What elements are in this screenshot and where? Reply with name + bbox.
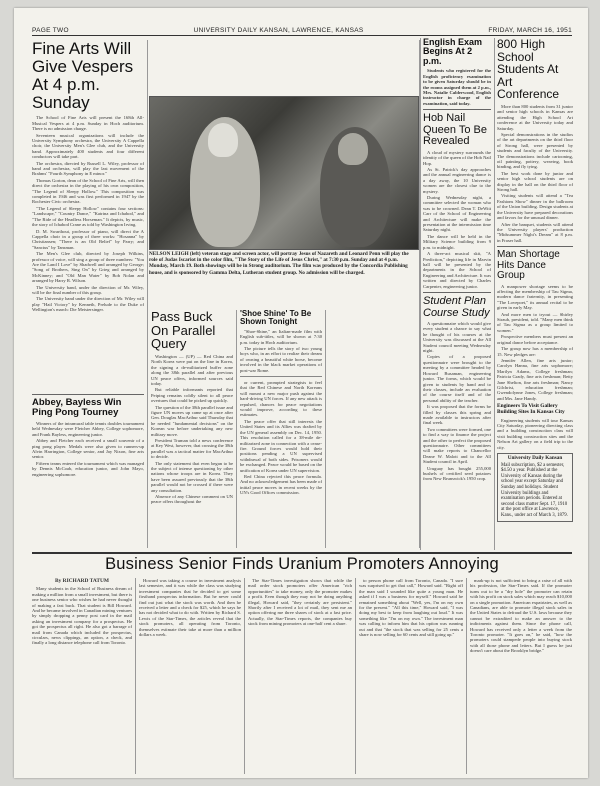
- fine-arts-para: Seventeen musical organizations will include the University Symphony orchestra, the University A Cappella choir, the University Men's Glee club, and the University band. Approximately 400 students and four different conductors will take part.: [32, 132, 144, 160]
- shoe-shine-body: [240, 329, 322, 373]
- man-shortage-para: And more men to tryout — Shirley Straub, president, told. "Many men think of Tau Sigma as a group limited to women.": [497, 311, 573, 333]
- fine-arts-para: The University band under the direction of Mr. Wiley will play "Hail Victory" by Kenneth, Prelude to the Duke of Wellington's march: Die Meistersinger.: [32, 296, 144, 313]
- notice-title: University Daily Kansan: [507, 455, 563, 461]
- column-rule: [420, 38, 421, 550]
- continued-para: The peace offer that still interests the United States and its Allies was drafted by the UN general assembly on Dec. 14, 1950. This resolution called for a 38-mile de-militarized zone in connection with a cease-fire. Ground forces would hold their positions pending a UN supervised withdrawal of both sides. Prisoners would be exchanged. Peace would be based on the unification of Korea under UN supervision.: [240, 418, 322, 473]
- student-plan-para: Copies of a proposed questionnaire were brought to the meeting by a committee headed by Howard Busaman, engineering junior. The forms, which would be given to students by hand and to their classes, include an evaluation of the course itself and of the personal ability of the teacher.: [423, 354, 491, 403]
- student-plan-headline: Student Plan Course Study: [423, 294, 490, 319]
- paper-name: UNIVERSITY DAILY KANSAN, LAWRENCE, KANSAS: [193, 27, 364, 34]
- face-left: [208, 123, 238, 157]
- pass-buck-para: The question of the 38th parallel issue and figure UN moves up came up at once after Gen. Douglas MacArthur said Thursday that he needed "fundamental decisions" on the Korean war before undertaking any new military move.: [151, 404, 233, 437]
- abbey-para: Abbey and Fletcher each received a small souvenir of a ping pong player. Medals were also given to runners-up Alvin Harrington, College senior, and Jay Nixon, fine arts senior.: [32, 438, 144, 460]
- column-rule: [147, 40, 148, 548]
- student-plan-para: A questionnaire which would give every student a chance to say what he thought of his courses at the University was discussed at the All Student council meeting Wednesday night.: [423, 321, 491, 354]
- man-shortage-para: Prospective members must present an original dance before acceptance.: [497, 334, 573, 345]
- uranium-byline: By RICHARD TATUM: [55, 578, 109, 584]
- pass-buck-body: [151, 354, 233, 505]
- divider: [32, 394, 144, 395]
- issue-date: FRIDAY, MARCH 16, 1951: [488, 27, 572, 34]
- shoe-shine-headline: 'Shoe Shine' To Be Shown Tonight: [240, 310, 312, 327]
- abbey-headline: Abbey, Bayless Win Ping Pong Tourney: [32, 398, 122, 418]
- art-conf-headline: 800 High School Students At Art Conference: [497, 38, 560, 102]
- column-rule: [244, 578, 245, 774]
- art-conf-para: Special demonstrations in the studios of the art departments on the third floor of Strong hall, were presented by students and faculty of the University. The demonstrations include cartooning, oil painting, pottery, weaving, book binding, and fly tying.: [497, 132, 573, 170]
- man-shortage-para: A manpower shortage seems to be affecting the membership of Tau Sigma, modern dance fraternity, in presenting "The Lovepoet," its annual recital to be given in early May.: [497, 283, 573, 311]
- column-rule: [355, 578, 356, 774]
- pass-buck-continued: [240, 380, 322, 496]
- fine-arts-para: The orchestra, directed by Russell L. Wiley, professor of band and orchestra, will play the last movement of the Brahms' "Fourth Symphony in E minor.": [32, 160, 144, 177]
- uranium-para: mark-up is not sufficient to bring a raise of all with his profession, the Star-Times said. If the promoter turns out to be a "dry hole" the promoter can retain with his profit on stock sales which may reach $10,000 on a single promotion. American expatriates, as well as Canadians, are able to promote illegal stock sales in the United States to defraud the U.S. laws because they cannot be extradited to make an answer to the indictments against them. Since the phone call, Howard has received only a letter a week from the Toronto promoter. "It goes on," he said, "how the promoters could stampede people into buying stock with all those phone and letters. But I guess he just doesn't care about the Brooklyn bridge.": [470, 578, 572, 654]
- subscription-notice: [497, 453, 573, 522]
- uranium-para: Many students in the School of Business dream of making a million from a small investment, but there is one business senior who wishes he had never thought of making a fast buck. That student is Bill Howard. And he became involved in Canadian mining ventures by simply dropping a penny post card in the mail asking an investment company for a prospectus. He got the prospectus all right. He also got a barrage of mail from Canada which included the prospectus, circulars, news clippings, an option, a check, and finally a long distance telephone call from Toronto.: [32, 586, 132, 646]
- pass-buck-para: The only statement that even began to be the subject of intense questioning by other nations whose troops are in Korea. They have been assured previously that the 38th parallel would not be crossed if there were any consultation.: [151, 460, 233, 493]
- uranium-col-3: [248, 578, 352, 774]
- divider: [497, 246, 573, 247]
- abbey-para: Winners of the intramural table tennis doubles tournament held Wednesday were Fletcher Abbey, College sophomore, and Frank Bayless, engineering junior.: [32, 420, 144, 437]
- student-plan-para: Uruguay has bought 255,000 bushels of certified seed potatoes from New Brunswick's 1950 crop.: [423, 465, 491, 482]
- pass-buck-para: Absence of any Chinese comment on UN peace offers throughout the: [151, 494, 233, 505]
- english-exam-body: [423, 68, 491, 106]
- fine-arts-body: [32, 115, 144, 312]
- column-rule: [494, 38, 495, 550]
- divider: [240, 376, 322, 377]
- hob-nail-headline: Hob Nail Queen To Be Revealed: [423, 112, 488, 148]
- section-divider: [32, 552, 572, 554]
- shoe-shine-article: [240, 310, 322, 548]
- fine-arts-headline: Fine Arts Will Give Vespers At 4 p.m. Sunday: [32, 40, 134, 112]
- english-exam-para: Students who registered for the English proficiency examination to be given Saturday should be in the rooms assigned them at 2 p.m., Mrs. Natalie Calderwood, English instructor in charge of the examination, said today.: [423, 68, 491, 106]
- hob-nail-para: As St. Patrick's day approaches and the annual engineering dance is a day away, the 10 University women are the closest clue to the mystery.: [423, 167, 491, 194]
- hob-nail-para: A three-act musical skit, "A Prediction," depicting life in Marvin hall will be presented by the departments in the School of Engineering and Architecture. It was written and directed by Charles Carpenter, engineering junior.: [423, 251, 491, 289]
- uranium-col-4: [359, 578, 463, 774]
- art-conference-column: [497, 38, 573, 550]
- engineers-body: [497, 418, 573, 450]
- column-rule: [466, 578, 467, 774]
- engineers-headline: Engineers To Visit Gallery Building Sites In Kansas City: [497, 403, 565, 416]
- divider: [423, 109, 491, 110]
- hob-nail-body: [423, 150, 491, 289]
- newspaper-page: [14, 8, 588, 778]
- uranium-para: The Star-Times investigation shows that while the mail order stock promoters offer American "rich opportunities" to take money, only the promoter makes a profit. Even though they may not be doing anything illegal, Howard said, "they certainly are persistent." Shortly after I received a lot of mail, they sent me an option offering me three shares of stock at a fast price. Actually, the Star-Times reports, the companies buy stock from mining promoters at one-half cent a share.: [248, 578, 352, 627]
- divider: [423, 292, 491, 293]
- hob-nail-para: During Wednesday night, a committee selected the woman who was to be crowned. Dean T. DeWitt Carr of the School of Engineering and Architecture will make the presentation at the intermission time Saturday night.: [423, 195, 491, 233]
- shoe-shine-para: "Shoe-Shine," an Italian-made film with English sub-titles, will be shown at 7:30 p.m. today in Hoch auditorium.: [240, 328, 322, 345]
- column-rule: [135, 578, 136, 774]
- masthead: [32, 22, 572, 36]
- pass-buck-para: President Truman told a news conference at Key West, however, that crossing the 38th parallel was a tactical matter for MacArthur to decide.: [151, 438, 233, 460]
- abbey-para: Fifteen teams entered the tournament which was managed by Dennis McCoab, education junior, and John Mayo, engineering sophomore.: [32, 460, 144, 477]
- uranium-col-5: [470, 578, 572, 774]
- student-plan-body: [423, 321, 491, 482]
- uranium-headline-area: [32, 556, 572, 576]
- student-plan-para: It was proposed that the forms be filled by classes this spring and made available to instructors after final week.: [423, 404, 491, 426]
- continued-para: or current, prompted strategists to feel that the Red Chinese and North Koreans will mount a new major push against the hard-driving UN forces. If any new attack is repulsed, chances for peace negotiations would improve, according to these estimates.: [240, 380, 322, 418]
- student-plan-para: Two committees were formed, one to find a way to finance the project and the other to perfect the proposed questionnaire. Other committees will make reports to Chancellor Deane W. Malott and to the All Student council in April.: [423, 426, 491, 465]
- fine-arts-para: "The Legend of Sleepy Hollow" contains four sections: "Landscape," "Country Dance," "Katrina and Ichabod," and "The Ride of the Headless Horseman." It depicts, by music, the story of Ichabod Crane as told by Washington Irving.: [32, 205, 144, 228]
- abbey-body: [32, 421, 144, 477]
- uranium-para: Howard was taking a course in investment analysis last semester, and it was while the class was studying investment companies that he decided to get some firsthand prospectus information. But he never could find out just what the stock was worth. And then he received a letter and a check for $25, which he says he has not decided what to do with. Written by Richard S. Lewis of the Star-Times, the articles reveal that the stock promoters, all operating from Toronto, themselves estimate their take at more than a million dollars a week.: [139, 578, 241, 638]
- fine-arts-para: The School of Fine Arts will present the 168th All-Musical Vespers at 4 p.m. Sunday in Hoch auditorium. There is no admission charge.: [32, 115, 144, 132]
- fine-arts-para: Thomas Gorton, dean of the School of Fine Arts, will then direct the orchestra in the playing of his own composition, "The Legend of Sleepy Hollow." This composition was completed in 1946 and was first performed in 1947 by the Rochester Civic orchestra.: [32, 177, 144, 205]
- art-conf-para: More than 800 students from 31 junior and senior high schools in Kansas are attending the High School Art conference at the University today and Saturday.: [497, 103, 573, 131]
- art-conf-body: [497, 104, 573, 243]
- abbey-article: [32, 398, 144, 548]
- shoe-shine-para: The picture tells the story of two young boys who, in an effort to realize their dream of owning a beautiful white horse, become involved in the black market operations of post-war Rome.: [240, 346, 322, 373]
- hob-nail-para: The dance will be held in the Military Science building from 9 p.m. to midnight.: [423, 233, 491, 250]
- engineers-para: Engineering students will tour Kansas City Saturday, pioneering directing class and a building construction class will visit building construction sites and the Nelson Art gallery on a field trip to the city.: [497, 417, 573, 450]
- page-number: PAGE TWO: [32, 27, 69, 34]
- english-column: [423, 38, 491, 550]
- uranium-headline: Business Senior Finds Uranium Promoters Annoying: [105, 556, 499, 573]
- man-shortage-body: [497, 284, 573, 402]
- pass-buck-para: But reliable informants reported that Peiping remains coldly silent to all peace overtures that could be picked up quickly.: [151, 387, 233, 404]
- continued-para: Red China rejected this peace formula. And no acknowledgement has been made of initial peace moves in recent weeks by the UN's Good Offices commission.: [240, 473, 322, 496]
- uranium-col-1: [32, 578, 132, 774]
- pass-buck-article: [151, 310, 233, 548]
- uranium-col-2: [139, 578, 241, 774]
- art-conf-para: After the banquet, students will attend the University players' production "Midsummer Night's Dream" at 8 p.m. in Fraser hall.: [497, 221, 573, 243]
- art-conf-para: Visiting students will attend a "Tea Fashions Show" dinner in the ballroom of the Union building. Design students at the University have prepared decorations and favors for the unusual dinner.: [497, 193, 573, 221]
- fine-arts-para: The University band, under the direction of Mr. Wiley, will be the final number of this group.: [32, 284, 144, 295]
- man-shortage-headline: Man Shortage Hits Dance Group: [497, 249, 560, 282]
- photo-caption: NELSON LEIGH (left) veteran stage and screen actor, will portray Jesus of Nazareth and Leonard Penn will play the role of Judas Iscariot in the color film, "The Story of the Life of Jesus Christ," at 7:30 p.m. Sunday and at 4 p.m. Monday, March 19. Both showings will be in Strong auditorium. The film was produced by the Concordia Publishing house, and is sponsored by Gamma Delta, Lutheran student group. No admission will be charged.: [149, 251, 409, 276]
- pass-buck-headline: Pass Buck On Parallel Query: [151, 310, 216, 352]
- notice-body: Mail subscription, $2 a semester, $4.50 a year. Published at the University of Kansas during the school year except Saturday and Sunday and holidays. Student University buildings and examination periods. Entered at second class matter Sept. 17, 1910 at the post office at Lawrence, Kans., under act of March 3, 1879.: [501, 462, 568, 518]
- english-exam-headline: English Exam Begins At 2 p.m.: [423, 38, 483, 66]
- column-rule: [325, 310, 326, 548]
- man-shortage-para: Jennifer Allen, fine arts junior; Carolyn Hanna, fine arts sophomore; Marilyn Adams, College freshman; Patricia Grady, fine arts freshman; Betty Jane Shelton, fine arts freshman; Nancy Gilchrist, education freshman; Gwendolynne Jones, College freshman; and Mrs. Jane Handy.: [497, 357, 573, 401]
- uranium-para: to person phone call from Toronto, Canada. "I sure was surprised to get that call," Howard said. "Right off the man said I sounded like quite a young man. He asked if I was a business for myself." Howard said he remained something about "Well, yes, I'm on my own for the present." "All this time," Howard said, "I was doing my best to keep from laughing out loud." It was something like "I'm on my own." The investment man was calling to inform him that his option was running out and that "the stock that was selling for 25 cents a share is now selling for 60 cents and still going up.": [359, 578, 463, 638]
- pass-buck-para: Washington — (UP) — Red China and North Korea were put on the line in Korea, the signing a de-militarized buffer zone along the 38th parallel and after previous UN peace offers, informed sources said today.: [151, 353, 233, 386]
- hob-nail-para: A cloud of mystery surrounds the identity of the queen of the Hob Nail Hop.: [423, 149, 491, 166]
- fine-arts-para: D. M. Swarthout, professor of piano, will direct the A Cappella choir in a group of three works: "Hosanna" by Christiansen; "There is an Old Belief" by Parry; and "Sanctus" by Tansman.: [32, 228, 144, 250]
- column-rule: [236, 310, 237, 548]
- news-column-4: [330, 38, 416, 548]
- man-shortage-para: The group now has a membership of 15. New pledges are:: [497, 346, 573, 357]
- fine-arts-para: The Men's Glee club, directed by Joseph Wilkins, professor of voice, will sing a group of three numbers: "You Are the Land I Love" by Shadwell and arranged by George; "Song of Brothers, Sing On" by Grieg and arranged by McKinney; and "Old Man Water" by Bob Nolan and arranged by Harry R. Wilson.: [32, 251, 144, 284]
- art-conf-para: The best work done by junior and senior high school students are on display in the hall on the third floor of Strong hall.: [497, 170, 573, 193]
